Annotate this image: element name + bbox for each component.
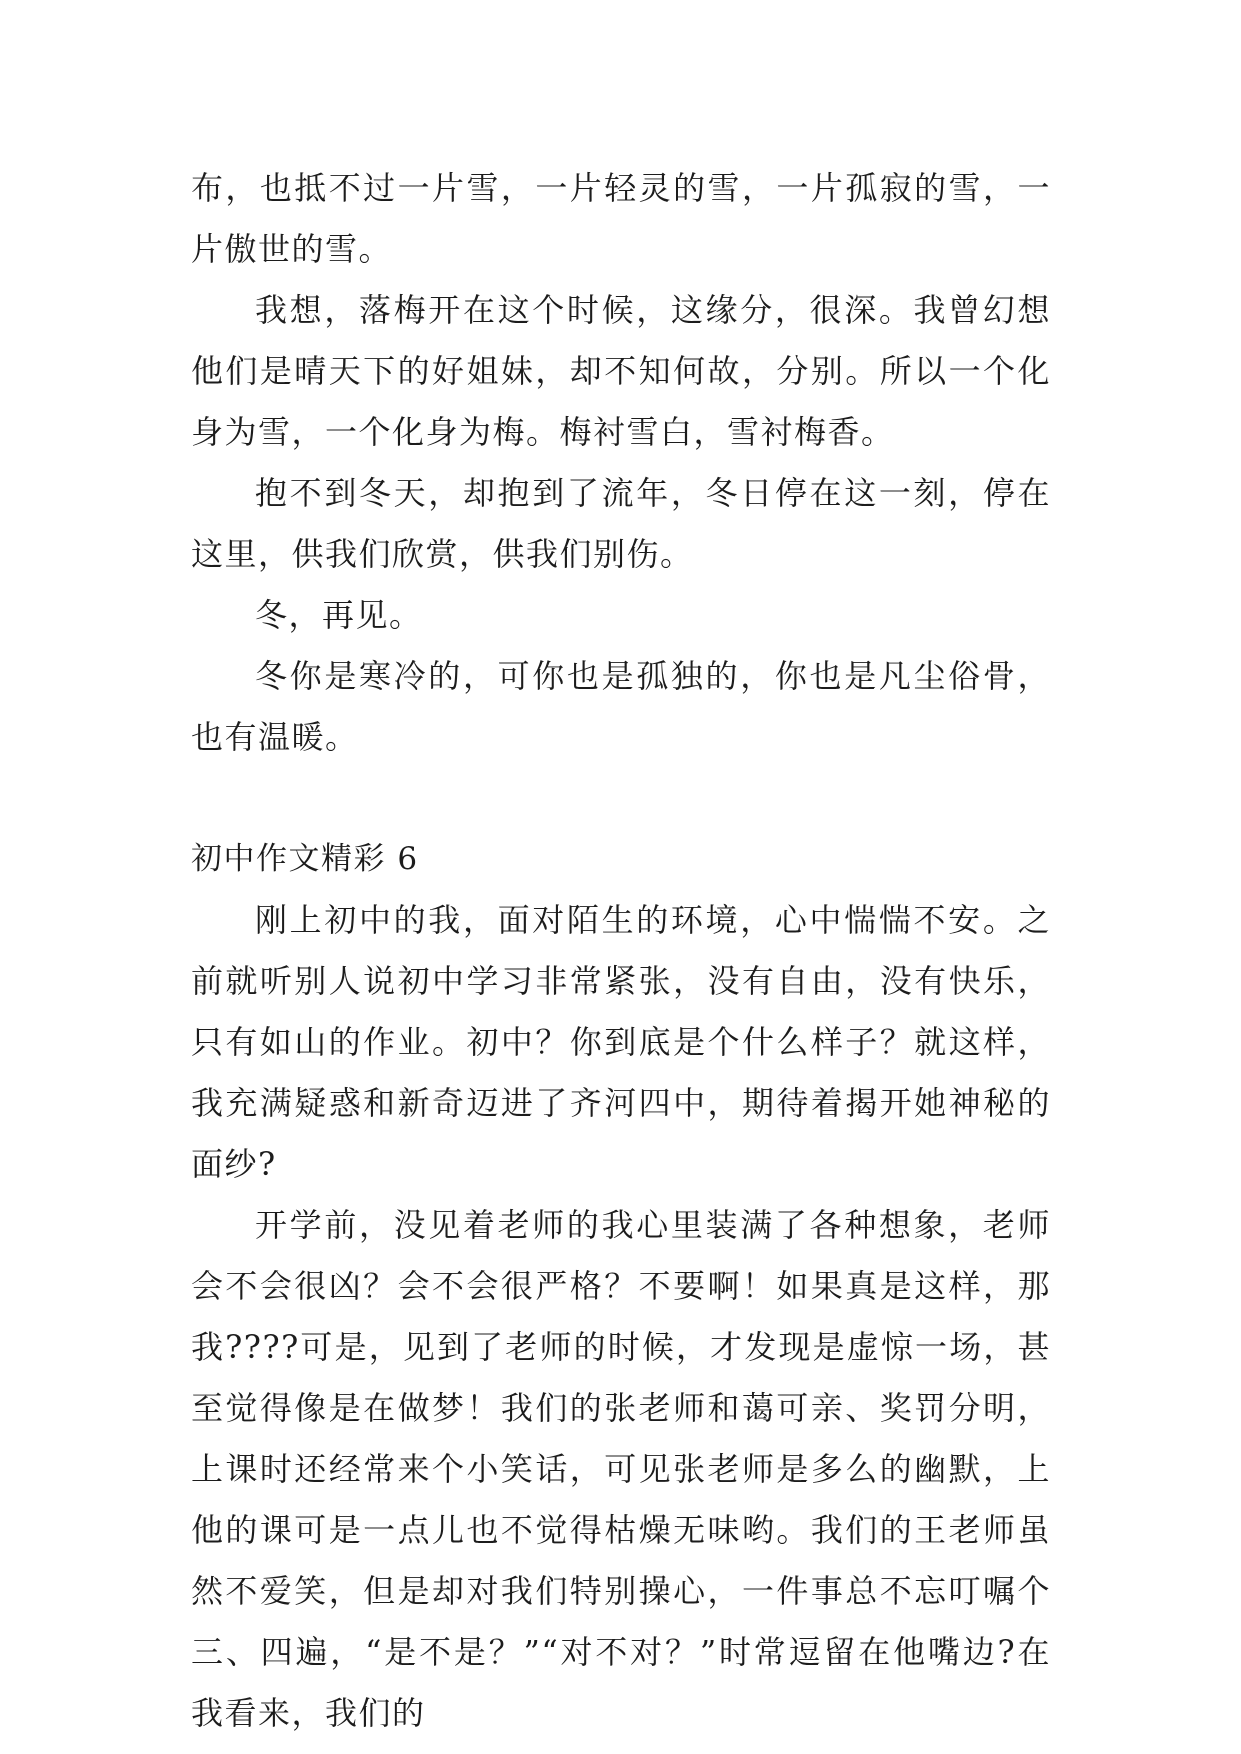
paragraph-winter-warmth: 冬你是寒冷的，可你也是孤独的，你也是凡尘俗骨，也有温暖。 (191, 657, 1051, 756)
document-body (191, 158, 1051, 1744)
paragraph-fate: 我想，落梅开在这个时候，这缘分，很深。我曾幻想他们是晴天下的好姐妹，却不知何故，分别。所以一个化身为雪，一个化身为梅。梅衬雪白，雪衬梅香。 (191, 291, 1051, 451)
paragraph-middle-school: 刚上初中的我，面对陌生的环境，心中惴惴不安。之前就听别人说初中学习非常紧张，没有自由，没有快乐，只有如山的作业。初中？你到底是个什么样子？就这样，我充满疑惑和新奇迈进了齐河四中，期待着揭开她神秘的面纱? (191, 901, 1051, 1183)
paragraph-farewell: 冬，再见。 (255, 596, 423, 634)
paragraph-continuation: 布，也抵不过一片雪，一片轻灵的雪，一片孤寂的雪，一片傲世的雪。 (191, 169, 1051, 268)
paragraph-teachers: 开学前，没见着老师的我心里装满了各种想象，老师会不会很凶？会不会很严格？不要啊！如果真是这样，那我????可是，见到了老师的时候，才发现是虚惊一场，甚至觉得像是在做梦！我们的张老师和蔼可亲、奖罚分明，上课时还经常来个小笑话，可见张老师是多么的幽默，上他的课可是一点儿也不觉得枯燥无味哟。我们的王老师虽然不爱笑，但是却对我们特别操心，一件事总不忘叮嘱个三、四遍，“是不是？”“对不对？”时常逗留在他嘴边?在我看来，我们的 (191, 1206, 1051, 1732)
section-title: 初中作文精彩 6 (191, 841, 419, 877)
paragraph-winter-embrace: 抱不到冬天，却抱到了流年，冬日停在这一刻，停在这里，供我们欣赏，供我们别伤。 (191, 474, 1051, 573)
